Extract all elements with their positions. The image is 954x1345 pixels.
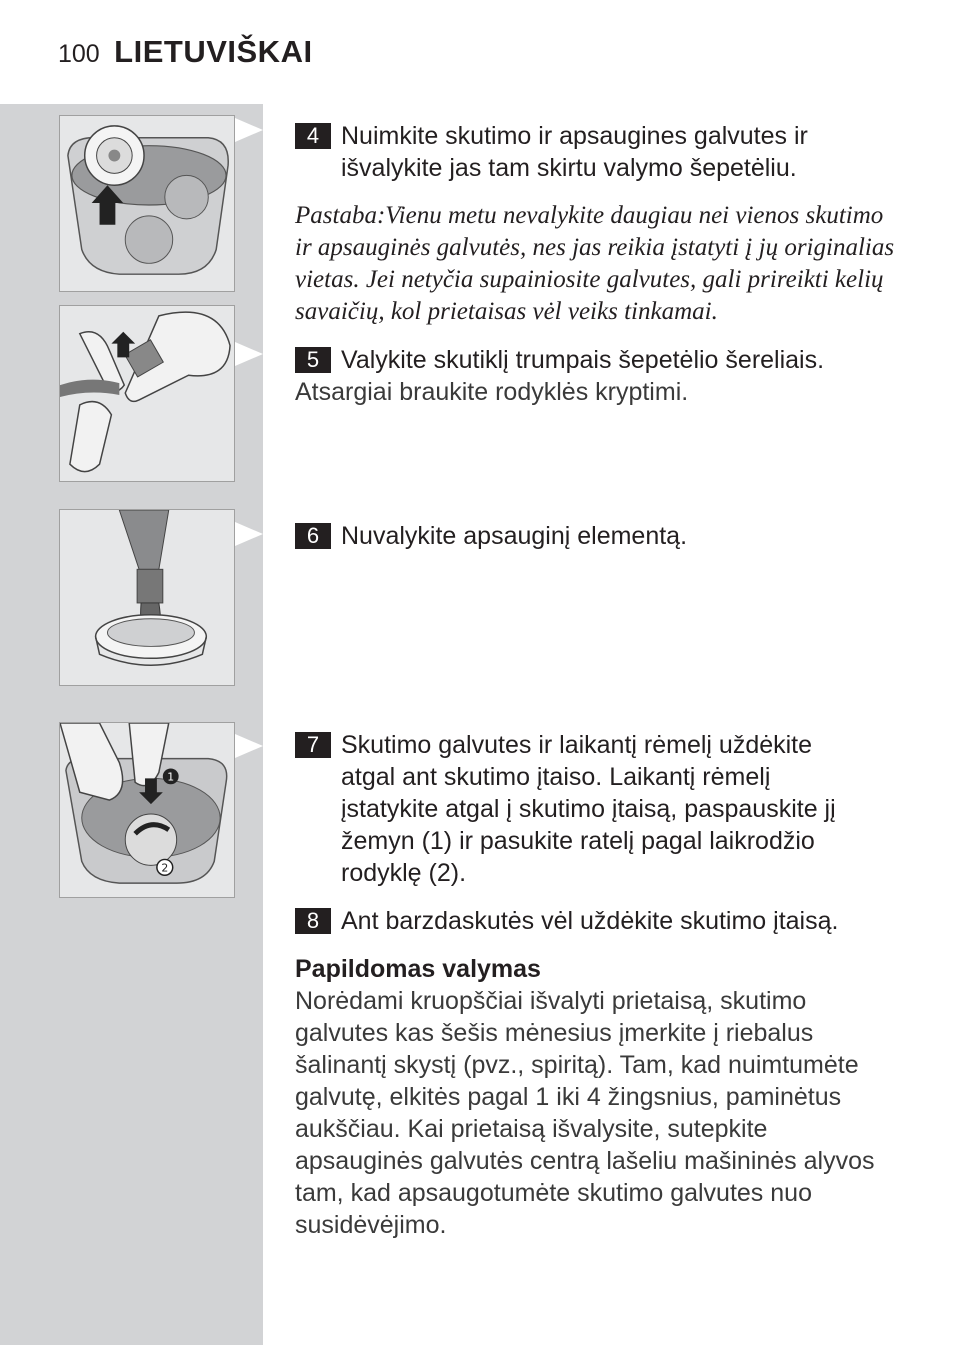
step-7 [295,729,855,889]
step-text: Nuvalykite apsauginį elementą. [341,522,688,550]
pointer-arrow [235,118,263,142]
section-title: LIETUVIŠKAI [114,34,313,69]
step-subtext: Atsargiai braukite rodyklės kryptimi. [295,378,689,406]
extra-cleaning-body: Norėdami kruopščiai išvalyti prietaisą, skutimo galvutes kas šešis mėnesius įmerkite į riebalus šalinantį skystį (pvz., spiritą). Tam, kad nuimtumėte galvutę, elkitės pagal 1 iki 4 žingsnius, paminėtus aukščiau. Kai prietaisą išvalysite, sutepkite apsauginės galvutės centrą lašeliu mašininės alyvos tam, kad apsaugotumėte skutimo galvutes nuo susidėvėjimo. [295,987,875,1239]
illustration-brush-cutter [59,305,235,482]
extra-cleaning-section [295,953,895,1241]
step-text: Nuimkite skutimo ir apsaugines galvutes ir išvalykite jas tam skirtu valymo šepetėliu. [341,122,808,182]
illustration-reinsert-heads [59,722,235,898]
step-text: Skutimo galvutes ir laikantį rėmelį uždėkite atgal ant skutimo įtaiso. Laikantį rėmelį įstatykite atgal į skutimo įtaisą, paspauskite jį žemyn (1) ir pasukite ratelį pagal laikrodžio rodyklę (2). [341,731,836,887]
illustration-remove-heads [59,115,235,292]
step-number-badge: 4 [295,123,331,149]
extra-cleaning-heading: Papildomas valymas [295,955,541,983]
step-text: Ant barzdaskutės vėl uždėkite skutimo įtaisą. [341,907,839,935]
pointer-arrow [235,734,263,758]
step-4 [295,120,905,184]
step-text: Valykite skutiklį trumpais šepetėlio šereliais. [341,346,825,374]
step-number-badge: 6 [295,523,331,549]
note-paragraph: Pastaba:Vienu metu nevalykite daugiau nei vienos skutimo ir apsauginės galvutės, nes jas reikia įstatyti į jų originalias vietas. Jei netyčia supainiosite galvutes, gali prireikti kelių savaičių, kol prietaisas vėl veiks tinkamai. [295,202,895,325]
page-number: 100 [58,40,100,68]
marker-1: 1 [167,770,175,784]
step-number-badge: 5 [295,347,331,373]
step-5 [295,344,905,408]
marker-2: 2 [161,861,169,875]
illustration-clean-guard [59,509,235,686]
pointer-arrow [235,522,263,546]
step-8 [295,905,905,937]
step-number-badge: 8 [295,908,331,934]
step-number-badge: 7 [295,732,331,758]
step-6 [295,520,905,552]
page-header [58,34,313,70]
pointer-arrow [235,342,263,366]
